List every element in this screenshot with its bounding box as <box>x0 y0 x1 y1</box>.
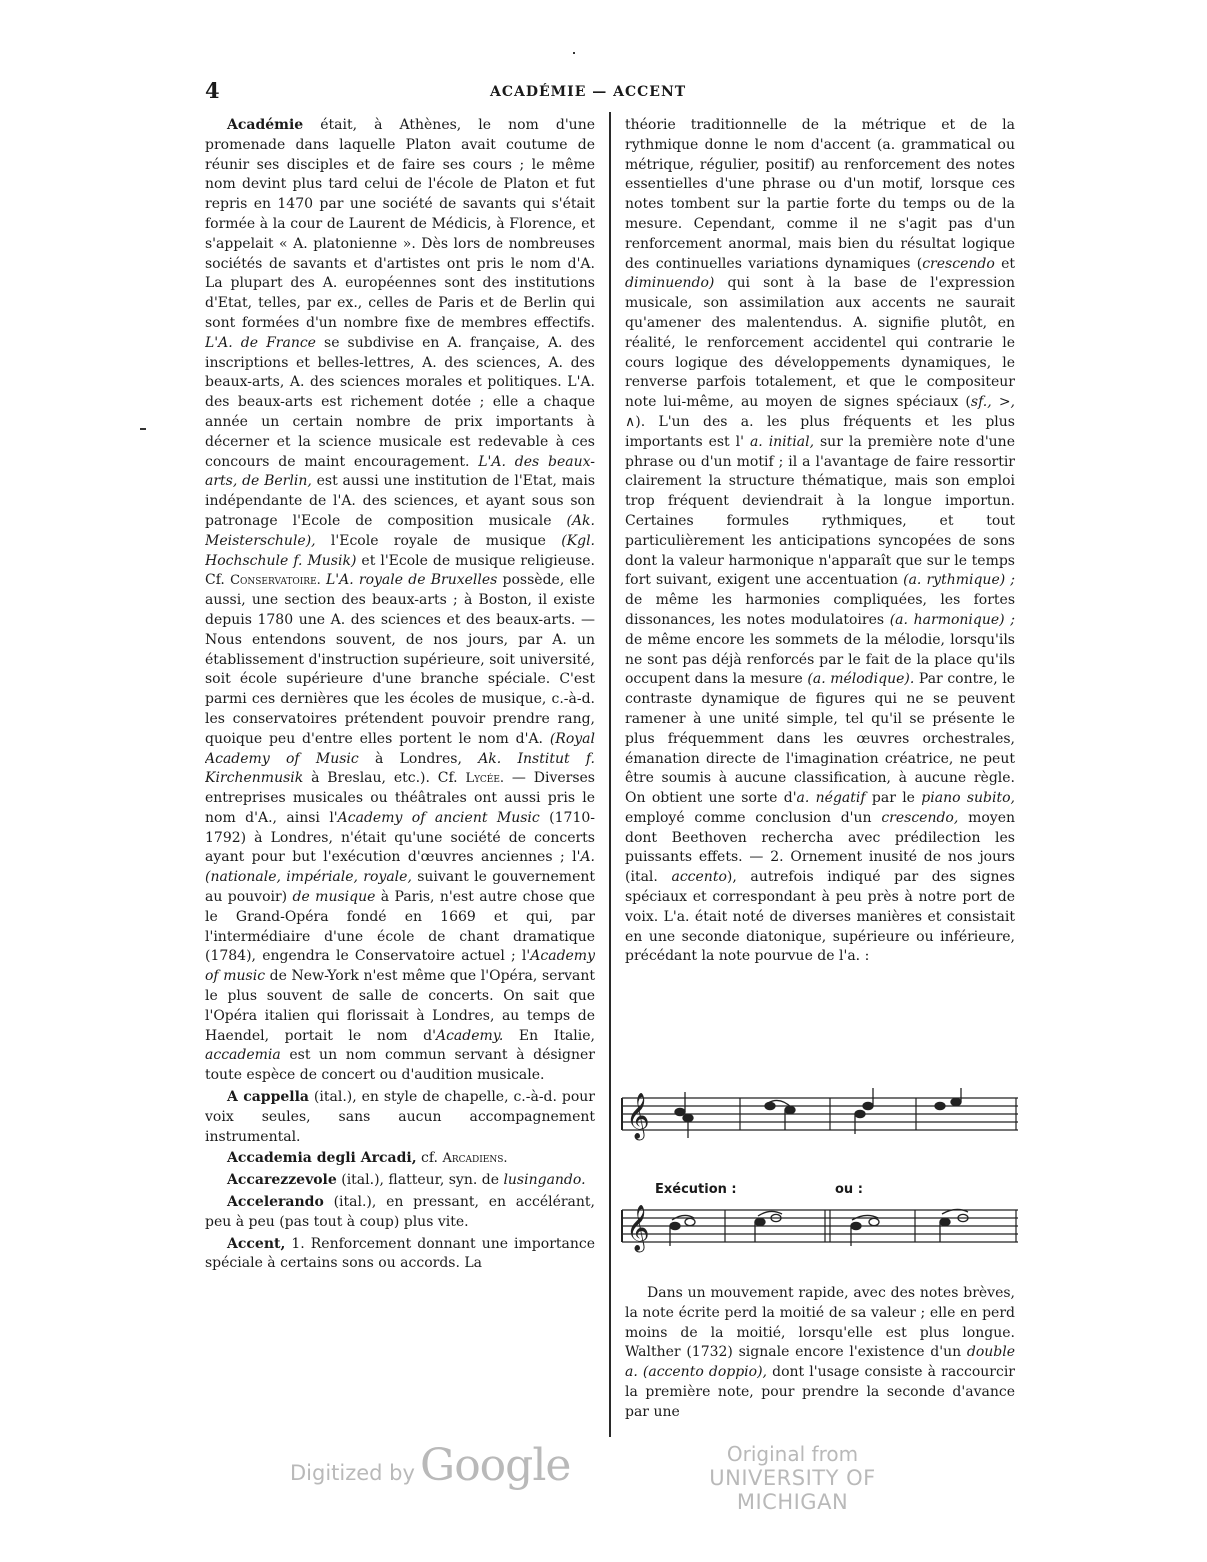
entry-text: — Diverses entreprises musicales ou théâtrales ont aussi pris le nom d'A., ainsi l' <box>205 770 595 826</box>
entry-text: Par contre, le contraste dynamique de figures qui ne se peuvent ramener à une unité simple, tel qu'il se présente le plus fréquemment dans les œuvres orchestrales, émanation directe de l'imagination créatrice, ne peut être soumis à aucune classification, à aucune règle. On obtient une sorte d' <box>625 671 1015 807</box>
entry-headword: Accarezzevole <box>227 1172 337 1189</box>
entry-italic: (a. harmonique) ; <box>889 611 1015 628</box>
watermark-digitized-by: Digitized by <box>290 1461 415 1485</box>
entry-text: théorie traditionnelle de la métrique et de la rythmique donne le nom d'accent (a. grammatical ou métrique, régulier, positif) au renforcement des notes essentielles d'une phrase ou d'un motif, lorsque ces notes tombent sur la partie forte du temps ou de la mesure. Cependant, comme il ne s'agit pas d'un renforcement anormal, mais bien du résultat logique des continuelles variations dynamiques ( <box>625 117 1015 272</box>
entry-text: est aussi une institution de l'Etat, mais indépendante de l'A. des sciences, et ayant sous son patronage l'Ecole de composition musicale <box>205 473 595 529</box>
entry-text: est un nom commun servant à désigner toute espèce de concert ou d'audition musicale. <box>205 1047 595 1084</box>
entry-italic: (Royal Academy of Music <box>205 730 595 767</box>
svg-text:𝄞: 𝄞 <box>626 1205 650 1251</box>
entry-text: suivant le gouvernement au pouvoir) <box>205 869 595 906</box>
entry-text: à Breslau, etc.). Cf. <box>303 770 466 787</box>
scan-speck <box>140 428 146 430</box>
left-column <box>205 116 595 1416</box>
entry-accademia-degli-arcadi <box>205 1149 595 1169</box>
entry-italic: diminuendo) <box>625 275 715 292</box>
entry-headword: Accent, <box>227 1235 286 1252</box>
page-number: 4 <box>205 78 220 103</box>
entry-text: de même les harmonies compliquées, les fortes dissonances, les notes modulatoires <box>625 592 1015 628</box>
entry-text: se subdivise en A. française, A. des inscriptions et belles-lettres, A. des sciences, A. des beaux-arts, A. des sciences morales et politiques. L'A. des beaux-arts est richement dotée ; elle a chaque année un certain nombre de prix importants à décerner et la science musicale est redevable à ces concours de maint encouragement. <box>205 334 595 470</box>
entry-italic: accento <box>671 869 727 886</box>
right-column-top <box>625 116 1015 1076</box>
entry-text: et l'Ecole de musique religieuse. Cf. <box>205 552 595 589</box>
music-label-ou: ou : <box>835 1182 863 1197</box>
entry-italic: A. (nationale, impériale, royale, <box>205 849 595 886</box>
entry-italic: Academy of music <box>205 948 595 985</box>
entry-text: (ital.), en pressant, en accélérant, peu à peu (pas tout à coup) plus vite. <box>205 1194 595 1230</box>
entry-a-cappella <box>205 1088 595 1147</box>
entry-italic: (Kgl. Hochschule f. Musik) <box>205 532 595 569</box>
music-example-execution <box>620 1180 1020 1260</box>
entry-text: qui sont à la base de l'expression musicale, son assimilation aux accents ne saurait qu'amener des malentendus. A. signifie plutôt, en réalité, le renforcement accidentel qui contrarie le cours logique des développements dynamiques, le renverse parfois totalement, et que le compositeur note lui-même, au moyen de signes spéciaux ( <box>625 275 1015 411</box>
entry-headword: Accademia degli Arcadi, <box>227 1150 417 1167</box>
entry-text: (1710-1792) à Londres, n'était qu'une société de concerts ayant pour but l'exécution d'œuvres anciennes ; l' <box>205 809 595 866</box>
entry-italic: L'A. des beaux-arts, de Berlin, <box>205 453 595 490</box>
entry-accelerando <box>205 1193 595 1233</box>
accent-signs: sf., >, ∧ <box>625 394 1015 430</box>
entry-italic: piano subito, <box>921 790 1015 807</box>
entry-text: ). L'un des a. les plus fréquents et les plus importants est l' <box>625 413 1015 450</box>
entry-text: cf. <box>416 1150 443 1167</box>
running-head: ACADÉMIE — ACCENT <box>490 84 687 100</box>
entry-accent <box>205 1235 595 1275</box>
entry-italic: a. initial, <box>749 433 815 450</box>
watermark-original-from: Original from <box>726 1442 859 1466</box>
entry-italic: Academy of ancient Music <box>337 809 540 826</box>
entry-italic: Ak. Institut f. Kirchenmusik <box>205 750 595 787</box>
entry-italic: lusingando. <box>503 1172 586 1189</box>
entry-italic: double a. (accento doppio), <box>625 1344 1015 1381</box>
entry-academie <box>205 116 595 1086</box>
cross-reference: Conservatoire. <box>230 573 321 589</box>
entry-italic: crescendo <box>922 255 995 272</box>
entry-italic: de musique <box>292 889 376 906</box>
music-example-notation <box>620 1088 1020 1144</box>
entry-italic: accademia <box>205 1047 281 1064</box>
entry-italic: Academy. <box>435 1027 504 1044</box>
accent-execution-paragraph <box>625 1284 1015 1423</box>
entry-text: (ital.), en style de chapelle, c.-à-d. pour voix seules, sans aucun accompagnement instrumental. <box>205 1089 595 1145</box>
entry-text: Dans un mouvement rapide, avec des notes brèves, la note écrite perd la moitié de sa valeur ; elle en perd moins de la moitié, lorsqu'elle est plus longue. Walther (1732) signale encore l'existence d'un <box>625 1285 1015 1361</box>
entry-text: En Italie, <box>503 1027 595 1044</box>
entry-text: 1. Renforcement donnant une importance spéciale à certains sons ou accords. La <box>205 1235 595 1272</box>
entry-text: à Paris, n'est autre chose que le Grand-Opéra fondé en 1669 et qui, par l'intermédiaire d'une école de chant dramatique (1784), engendra le Conservatoire actuel ; l' <box>205 889 595 965</box>
entry-text: possède, elle aussi, une section des beaux-arts ; à Boston, il existe depuis 1780 une A. des sciences et des beaux-arts. — Nous entendons souvent, de nos jours, par A. un établissement d'instruction supérieure, soit université, soit école supérieure d'une branche spéciale. C'est parmi ces dernières que les écoles de musique, c.-à-d. les conservatoires prétendent pouvoir prendre rang, quoique peu d'entre elles portent le nom d'A. <box>205 572 595 747</box>
digitized-by-google-watermark <box>290 1440 570 1491</box>
watermark-university: UNIVERSITY OF MICHIGAN <box>709 1466 876 1514</box>
right-column-bottom <box>625 1284 1015 1434</box>
entry-italic: L'A. royale de Bruxelles <box>325 572 498 589</box>
entry-text: de même encore les sommets de la mélodie, lorsqu'ils ne sont pas déjà renforcés par le fait de la place qu'ils occupent dans la mesure <box>625 631 1015 688</box>
entry-italic: (Ak. Meisterschule), <box>205 512 595 549</box>
cross-reference: Lycée. <box>465 771 505 787</box>
music-label-execution: Exécution : <box>655 1182 737 1197</box>
entry-headword: Académie <box>227 117 304 133</box>
google-logo: Google <box>420 1440 571 1491</box>
entry-text: (ital.), flatteur, syn. de <box>336 1172 504 1189</box>
entry-text: dont l'usage consiste à raccourcir la première note, pour prendre la seconde d'avance par une <box>625 1364 1015 1420</box>
entry-italic: (a. mélodique). <box>807 671 915 688</box>
original-from-watermark <box>665 1442 920 1514</box>
entry-text: sur la première note d'une phrase ou d'un motif ; il a l'avantage de faire ressortir clairement la structure thématique, mais son emploi trop fréquent deviendrait à la longue importun. Certaines formules rythmiques, et tout particulièrement les anticipations syncopées de sons dont la valeur harmonique n'apparaît que sur le temps fort suivant, exigent une accentuation <box>625 433 1015 589</box>
entry-headword: A cappella <box>227 1089 309 1106</box>
scan-speck <box>573 52 575 54</box>
entry-italic: L'A. de France <box>205 334 316 351</box>
accent-continuation <box>625 116 1015 967</box>
entry-italic: crescendo, <box>881 809 959 826</box>
entry-italic: (a. rythmique) ; <box>903 572 1015 589</box>
entry-text: moyen dont Beethoven rechercha avec prédilection les puissants effets. — 2. Ornement inusité de nos jours (ital. <box>625 809 1015 886</box>
entry-text: à Londres, <box>358 750 479 767</box>
svg-text:𝄞: 𝄞 <box>626 1093 650 1139</box>
entry-text: par le <box>865 790 922 807</box>
entry-text: de New-York n'est même que l'Opéra, servant le plus souvent de salle de concerts. On sait que l'Opéra italien qui florissait à Londres, au temps de Haendel, portait le nom d' <box>205 968 595 1044</box>
entry-italic: a. négatif <box>796 790 866 807</box>
entry-text: ), autrefois indiqué par des signes spéciaux et correspondant à peu près à notre port de voix. L'a. était noté de diverses manières et consistait en une seconde diatonique, supérieure ou inférieure, précédant la note pourvue de l'a. : <box>625 869 1015 965</box>
entry-headword: Accelerando <box>227 1194 324 1211</box>
entry-text: était, à Athènes, le nom d'une promenade dans laquelle Platon avait coutume de réunir ses disciples et de faire ses cours ; le même nom devint plus tard celui de l'école de Platon et fut repris en 1470 par une société de savants qui s'était formée à la cour de Laurent de Médicis, à Florence, et s'appelait « A. platonienne ». Dès lors de nombreuses sociétés de savants et d'artistes ont pris le nom d'A. La plupart des A. européennes sont des institutions d'Etat, telles, par ex., celles de Paris et de Berlin qui sont formées d'un nombre fixe de membres effectifs. <box>205 117 595 331</box>
entry-text: et <box>994 255 1015 272</box>
entry-accarezzevole <box>205 1171 595 1191</box>
entry-text: l'Ecole royale de musique <box>315 532 562 549</box>
cross-reference: Arcadiens. <box>442 1151 508 1167</box>
entry-text: employé comme conclusion d'un <box>625 809 882 826</box>
column-divider <box>609 112 611 1437</box>
